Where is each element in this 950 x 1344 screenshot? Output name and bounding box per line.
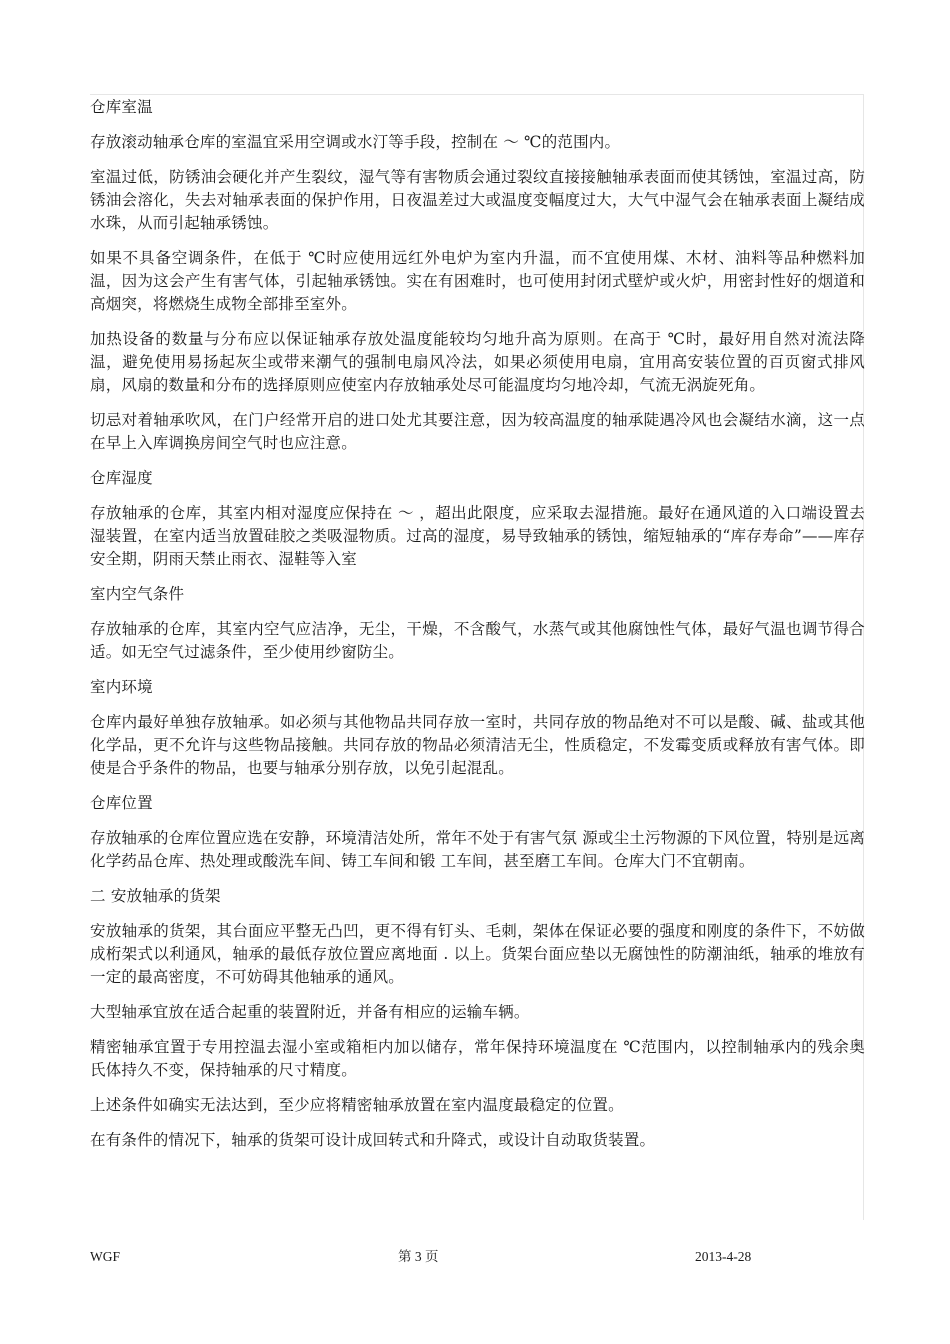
paragraph: 加热设备的数量与分布应以保证轴承存放处温度能较均匀地升高为原则。在高于 ℃时，最好用自然对流法降温，避免使用易扬起灰尘或带来潮气的强制电扇风冷法，如果必须使用电扇，宜用高安装位置的百页窗式排风扇，风扇的数量和分布的选择原则应使室内存放轴承处尽可能温度均匀地冷却，气流无涡旋死角。	[90, 330, 865, 394]
paragraph: 存放轴承的仓库，其室内空气应洁净，无尘，干燥，不含酸气，水蒸气或其他腐蚀性气体，最好气温也调节得合适。如无空气过滤条件，至少使用纱窗防尘。	[90, 620, 865, 661]
paragraph: 在有条件的情况下，轴承的货架可设计成回转式和升降式，或设计自动取货装置。	[90, 1131, 656, 1149]
document-body	[90, 96, 865, 1164]
page-top-rule	[90, 94, 863, 95]
section-heading: 仓库湿度	[90, 469, 153, 487]
paragraph: 存放轴承的仓库位置应选在安静，环境清洁处所，常年不处于有害气氛 源或尘土污物源的下风位置，特别是远离化学药品仓库、热处理或酸洗车间、铸工车间和锻 工车间，甚至磨工车间。仓库大门不宜朝南。	[90, 829, 865, 870]
section-heading: 二 安放轴承的货架	[90, 887, 221, 905]
section-heading: 仓库室温	[90, 98, 153, 116]
section-heading: 室内空气条件	[90, 585, 185, 603]
paragraph: 安放轴承的货架，其台面应平整无凸凹，更不得有钉头、毛刺，架体在保证必要的强度和刚度的条件下，不妨做成桁架式以利通风，轴承的最低存放位置应离地面 . 以上。货架台面应垫以无腐蚀性的防潮油纸，轴承的堆放有一定的最高密度，不可妨碍其他轴承的通风。	[90, 922, 865, 986]
footer-date: 2013-4-28	[695, 1249, 752, 1264]
paragraph: 存放滚动轴承仓库的室温宜采用空调或水汀等手段，控制在 ～ ℃的范围内。	[90, 133, 621, 151]
section-heading: 仓库位置	[90, 794, 153, 812]
paragraph: 存放轴承的仓库，其室内相对湿度应保持在 ～ ，超出此限度，应采取去湿措施。最好在通风道的入口端设置去湿装置，在室内适当放置硅胶之类吸湿物质。过高的湿度，易导致轴承的锈蚀，缩短轴承的“库存寿命”——库存安全期，阴雨天禁止雨衣、湿鞋等入室	[90, 504, 865, 568]
paragraph: 如果不具备空调条件，在低于 ℃时应使用远红外电炉为室内升温，而不宜使用煤、木材、油料等品种燃料加温，因为这会产生有害气体，引起轴承锈蚀。实在有困难时，也可使用封闭式壁炉或火炉，用密封性好的烟道和高烟突，将燃烧生成物全部排至室外。	[90, 249, 865, 313]
paragraph: 切忌对着轴承吹风，在门户经常开启的进口处尤其要注意，因为较高温度的轴承陡遇冷风也会凝结水滴，这一点在早上入库调换房间空气时也应注意。	[90, 411, 865, 452]
paragraph: 室温过低，防锈油会硬化并产生裂纹，湿气等有害物质会通过裂纹直接接触轴承表面而使其锈蚀，室温过高，防锈油会溶化，失去对轴承表面的保护作用，日夜温差过大或温度变幅度过大，大气中湿气会在轴承表面上凝结成水珠，从而引起轴承锈蚀。	[90, 168, 865, 232]
paragraph: 精密轴承宜置于专用控温去湿小室或箱柜内加以储存，常年保持环境温度在 ℃范围内，以控制轴承内的残余奥氏体持久不变，保持轴承的尺寸精度。	[90, 1038, 865, 1079]
paragraph: 仓库内最好单独存放轴承。如必须与其他物品共同存放一室时，共同存放的物品绝对不可以是酸、碱、盐或其他化学品，更不允许与这些物品接触。共同存放的物品必须清洁无尘，性质稳定，不发霉变质或释放有害气体。即使是合乎条件的物品，也要与轴承分别存放，以免引起混乱。	[90, 713, 865, 777]
footer-author: WGF	[90, 1249, 120, 1264]
section-heading: 室内环境	[90, 678, 153, 696]
paragraph: 大型轴承宜放在适合起重的装置附近，并备有相应的运输车辆。	[90, 1003, 530, 1021]
paragraph: 上述条件如确实无法达到，至少应将精密轴承放置在室内温度最稳定的位置。	[90, 1096, 624, 1114]
footer-page-number: 第 3 页	[398, 1249, 439, 1264]
